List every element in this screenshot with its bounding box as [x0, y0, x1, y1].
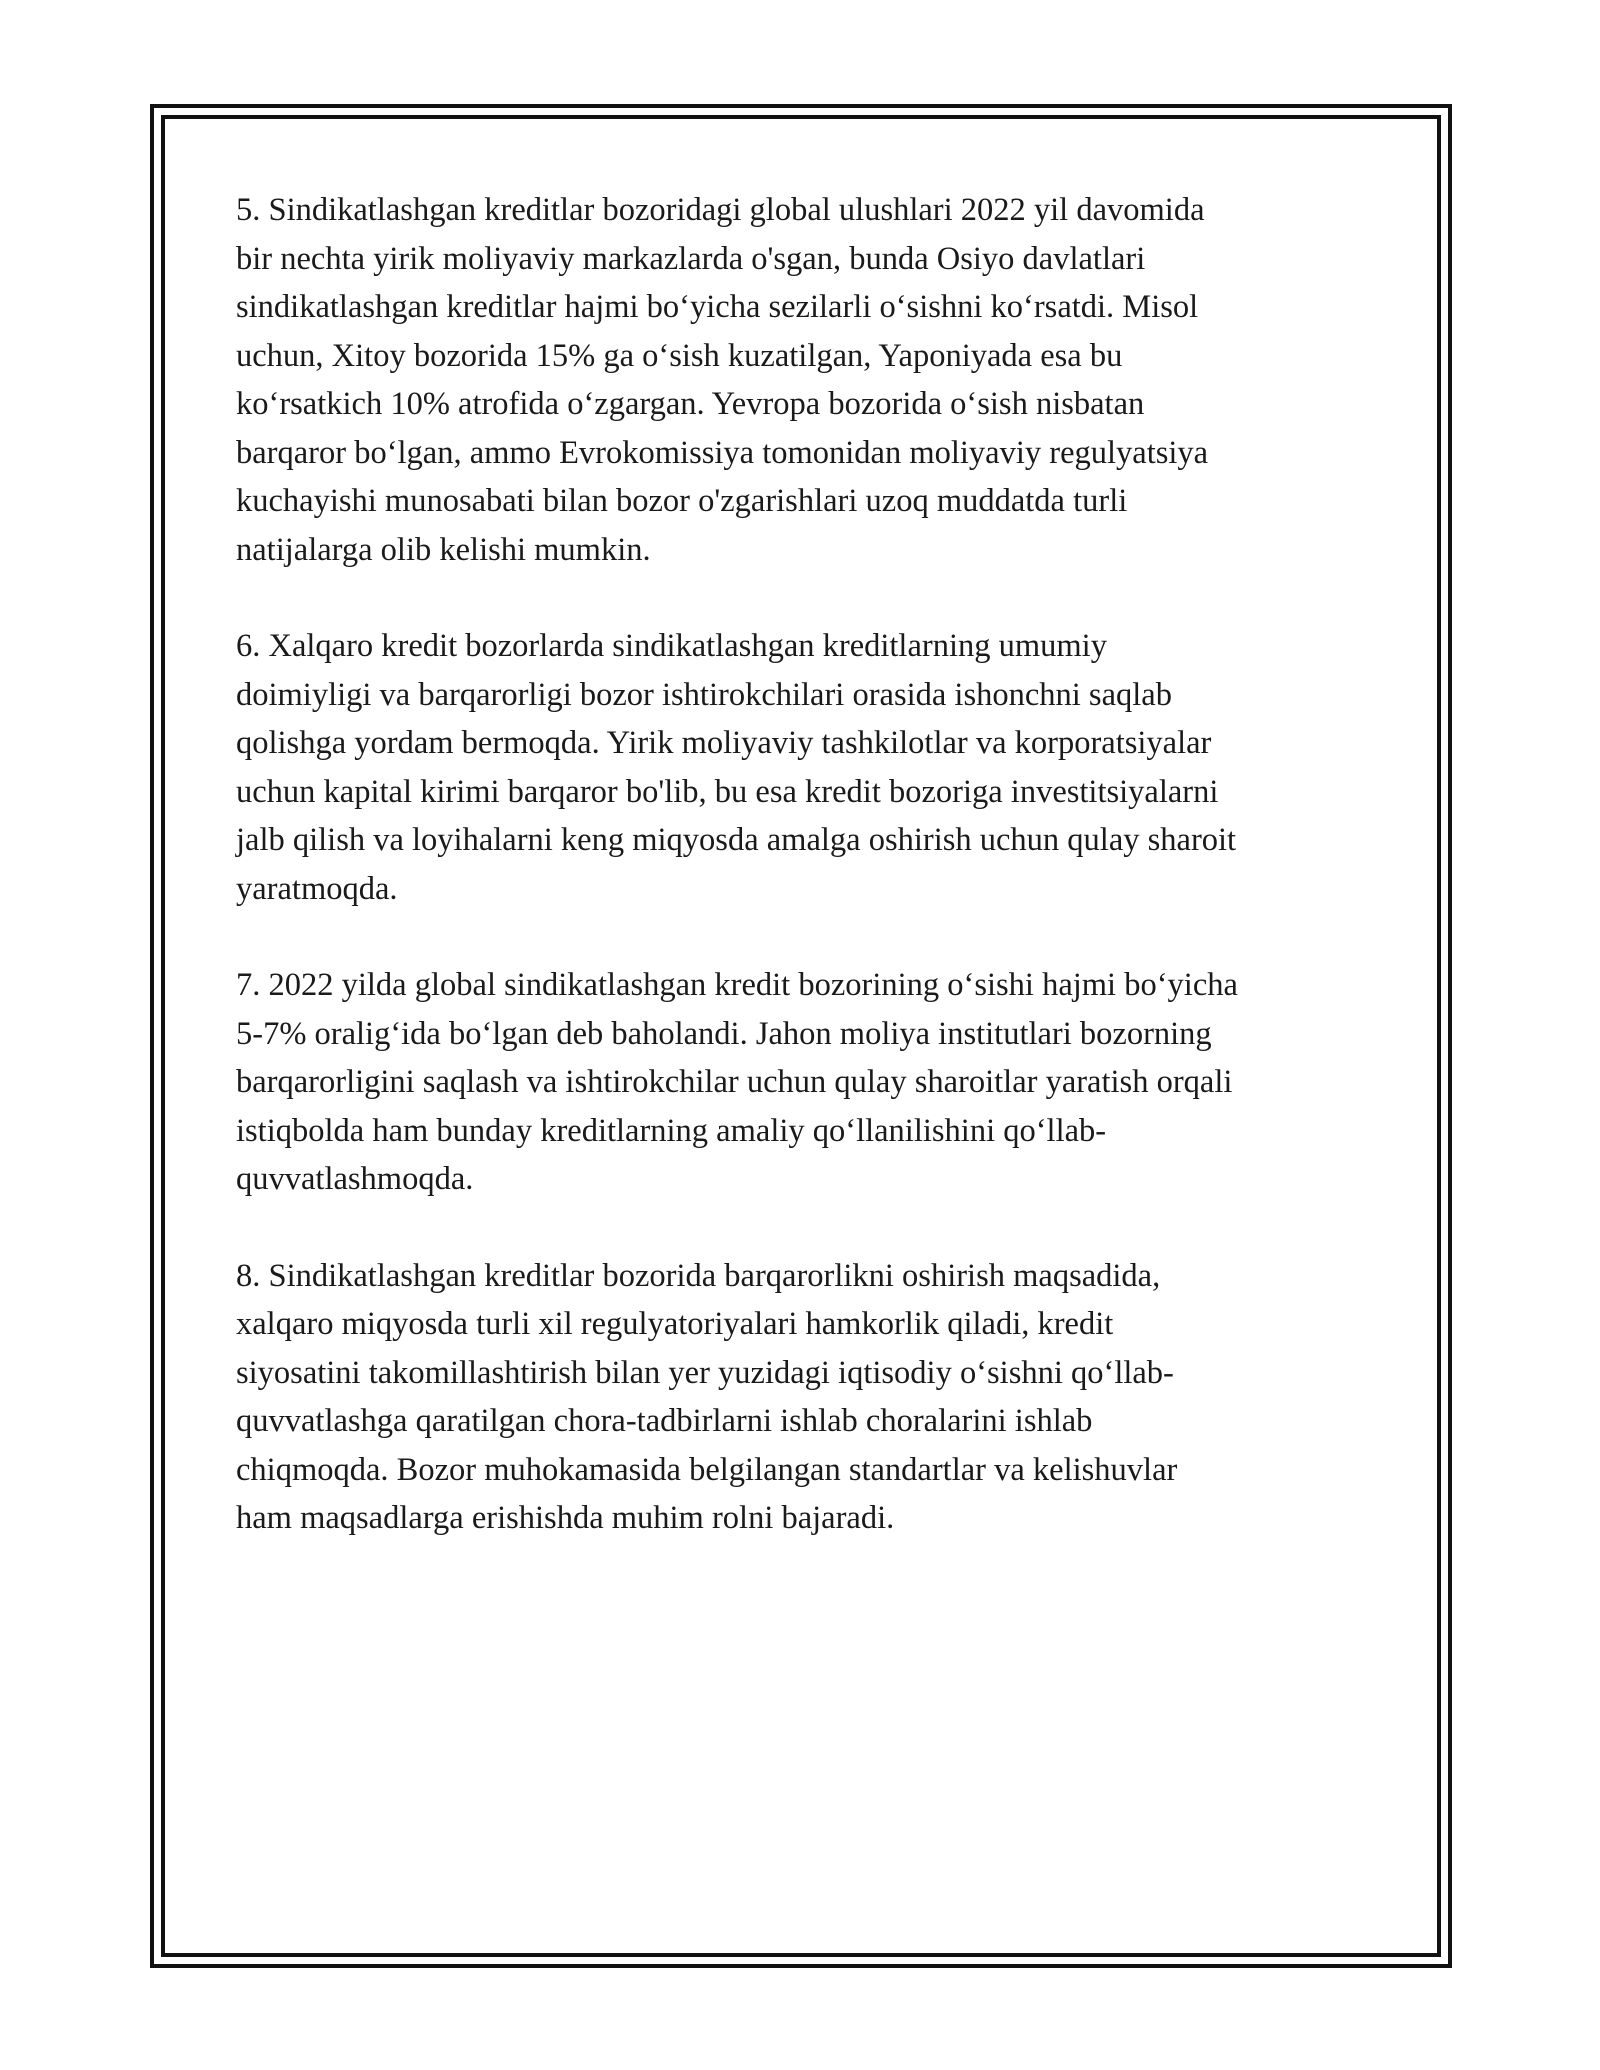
text-line: jalb qilish va loyihalarni keng miqyosda amalga oshirish uchun qulay sharoit — [236, 822, 1237, 858]
text-line: barqaror bo‘lgan, ammo Evrokomissiya tomonidan moliyaviy regulyatsiya — [236, 434, 1209, 471]
paragraph-7 — [236, 961, 1376, 1204]
text-line: uchun, Xitoy bozorida 15% ga o‘sish kuzatilgan, Yaponiyada esa bu — [236, 337, 1123, 374]
text-line: 6. Xalqaro kredit bozorlarda sindikatlashgan kreditlarning umumiy — [236, 628, 1107, 664]
text-line: siyosatini takomillashtirish bilan yer yuzidagi iqtisodiy o‘sishni qo‘llab- — [236, 1354, 1174, 1391]
text-line: istiqbolda ham bunday kreditlarning amaliy qo‘llanilishini qo‘llab- — [236, 1112, 1107, 1149]
text-line: quvvatlashmoqda. — [236, 1161, 474, 1197]
text-line: kuchayishi munosabati bilan bozor o'zgarishlari uzoq muddatda turli — [236, 483, 1128, 519]
text-line: chiqmoqda. Bozor muhokamasida belgilangan standartlar va kelishuvlar — [236, 1451, 1178, 1488]
paragraph-8 — [236, 1252, 1376, 1543]
text-line: quvvatlashga qaratilgan chora-tadbirlarni ishlab choralarini ishlab — [236, 1403, 1093, 1439]
text-line: barqarorligini saqlash va ishtirokchilar uchun qulay sharoitlar yaratish orqali — [236, 1064, 1233, 1100]
text-line: yaratmoqda. — [236, 870, 398, 907]
text-line: bir nechta yirik moliyaviy markazlarda o'sgan, bunda Osiyo davlatlari — [236, 240, 1146, 277]
text-line: uchun kapital kirimi barqaror bo'lib, bu esa kredit bozoriga investitsiyalarni — [236, 773, 1219, 810]
text-line: sindikatlashgan kreditlar hajmi bo‘yicha sezilarli o‘sishni ko‘rsatdi. Misol — [236, 289, 1199, 325]
document-body — [236, 186, 1376, 1591]
text-line: ko‘rsatkich 10% atrofida o‘zgargan. Yevropa bozorida o‘sish nisbatan — [236, 386, 1145, 422]
text-line: ham maqsadlarga erishishda muhim rolni bajaradi. — [236, 1500, 895, 1536]
text-line: natijalarga olib kelishi mumkin. — [236, 531, 651, 568]
text-line: 7. 2022 yilda global sindikatlashgan kredit bozorining o‘sishi hajmi bo‘yicha — [236, 967, 1238, 1003]
paragraph-5 — [236, 186, 1376, 574]
text-line: qolishga yordam bermoqda. Yirik moliyaviy tashkilotlar va korporatsiyalar — [236, 725, 1212, 761]
text-line: 8. Sindikatlashgan kreditlar bozorida barqarorlikni oshirish maqsadida, — [236, 1257, 1161, 1294]
paragraph-6 — [236, 622, 1376, 913]
text-line: 5. Sindikatlashgan kreditlar bozoridagi global ulushlari 2022 yil davomida — [236, 192, 1205, 228]
text-line: doimiyligi va barqarorligi bozor ishtirokchilari orasida ishonchni saqlab — [236, 676, 1172, 713]
text-line: xalqaro miqyosda turli xil regulyatoriyalari hamkorlik qiladi, kredit — [236, 1306, 1114, 1342]
text-line: 5-7% oralig‘ida bo‘lgan deb baholandi. Jahon moliya institutlari bozorning — [236, 1015, 1212, 1052]
